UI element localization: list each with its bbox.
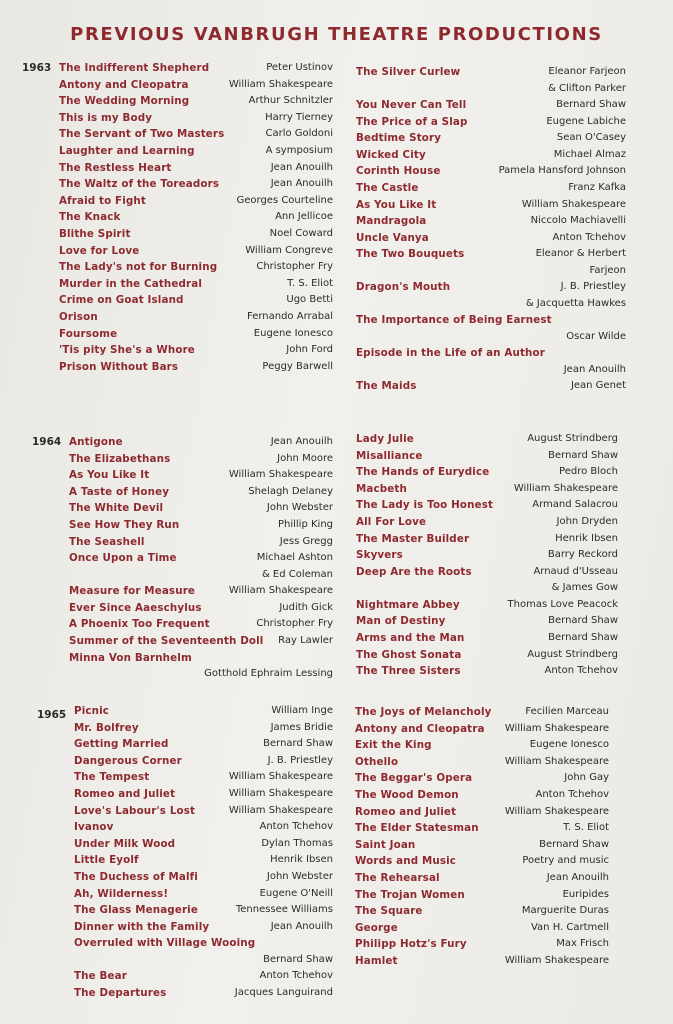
production-entry [74,836,333,853]
production-entry [355,853,609,870]
play-title: Bedtime Story [356,132,442,145]
production-entry [355,837,609,854]
playwright-name: J. B. Priestley [267,754,333,766]
play-title: The Maids [356,380,417,393]
play-title: You Never Can Tell [356,99,467,111]
production-entry [59,309,333,326]
production-entry [59,326,333,343]
production-entry [69,650,333,683]
play-title: Foursome [59,327,118,340]
playwright-name: Arthur Schnitzler [248,95,333,107]
production-entry [69,616,333,633]
production-entry [356,531,618,548]
production-entry [74,736,333,753]
playwright-name: William Inge [271,705,333,716]
playwright-name: Shelagh Delaney [248,485,333,497]
play-title: The Master Builder [356,532,470,545]
playwright-name: William Shakespeare [504,755,609,767]
production-entry [356,547,618,564]
play-title: As You Like It [69,469,150,482]
play-title: The Importance of Being Earnest [356,314,552,327]
production-entry [59,276,333,293]
production-entry [356,497,618,514]
playwright-name: Anton Tchehov [259,821,333,833]
play-title: Murder in the Cathedral [59,277,203,290]
play-title: The Seashell [69,535,145,548]
production-entry [59,160,333,177]
play-title: The Three Sisters [356,665,461,678]
play-title: The Rehearsal [355,871,440,884]
playwright-name: Jean Anouilh [546,871,609,883]
production-entry [356,312,626,345]
play-title: Ever Since Aaeschylus [69,601,202,614]
play-title: The Bear [74,970,127,983]
play-title: Mr. Bolfrey [74,721,139,734]
play-title: The Trojan Women [355,888,465,901]
productions-1965-left [74,703,333,1002]
play-title: Nightmare Abbey [356,598,460,611]
production-entry [356,663,618,680]
play-title: Deep Are the Roots [356,565,472,578]
production-entry [69,600,333,617]
play-title: Blithe Spirit [59,227,131,240]
play-title: Exit the King [355,739,432,752]
play-title: Misalliance [356,449,423,462]
play-title: Overruled with Village Wooing [74,937,256,950]
productions-1964-left [69,434,333,683]
playwright-name: Bernard Shaw [263,953,333,965]
playwright-name: Armand Salacrou [532,499,618,511]
production-entry [355,804,609,821]
playwright-name: Harry Tierney [265,111,333,123]
play-title: A Taste of Honey [69,485,170,498]
playwright-name: Georges Courteline [236,194,333,206]
production-entry [69,534,333,551]
play-title: Afraid to Fight [59,194,146,207]
playwright-name: Arnaud d'Usseau & James Gow [533,565,618,594]
playwright-name: Eugene Ionesco [529,739,609,751]
playwright-name: Jean Anouilh [270,436,333,447]
playwright-name: T. S. Eliot [563,822,609,834]
playwright-name: John Dryden [556,515,618,527]
playwright-name: J. B. Priestley & Jacquetta Hawkes [525,281,626,309]
playwright-name: William Shakespeare [228,78,333,90]
play-title: Love's Labour's Lost [74,804,196,817]
playwright-name: Franz Kafka [568,181,626,193]
play-title: The Lady's not for Burning [59,261,218,274]
playwright-name: Pamela Hansford Johnson [498,165,626,177]
playwright-name: John Gay [564,772,609,784]
playwright-name: Jean Anouilh [563,363,626,375]
production-entry [59,193,333,210]
playwright-name: Peter Ustinov [266,62,333,73]
production-entry [69,633,333,650]
production-entry [59,176,333,193]
playwright-name: Christopher Fry [256,618,333,630]
production-entry [59,93,333,110]
playwright-name: Bernard Shaw [548,615,618,627]
play-title: Little Eyolf [74,854,139,867]
playwright-name: Thomas Love Peacock [507,598,618,610]
play-title: The Wedding Morning [59,95,190,108]
production-entry [356,613,618,630]
play-title: The White Devil [69,502,164,515]
playwright-name: A symposium [265,144,333,156]
play-title: 'Tis pity She's a Whore [59,344,195,357]
year-label-1964: 1964 [32,436,62,448]
playwright-name: Jacques Languirand [234,986,333,998]
production-entry [59,292,333,309]
play-title: Once Upon a Time [69,552,177,565]
play-title: Love for Love [59,244,140,257]
year-label-1965: 1965 [37,709,67,721]
production-entry [356,64,626,97]
playwright-name: Eugene O'Neill [259,887,333,899]
production-entry [356,597,618,614]
production-entry [69,500,333,517]
playwright-name: Max Frisch [556,938,609,950]
play-title: Man of Destiny [356,615,446,628]
production-entry [355,887,609,904]
playwright-name: Barry Reckord [547,549,618,561]
play-title: Antigone [69,436,123,448]
playwright-name: Henrik Ibsen [270,854,333,866]
play-title: The Duchess of Malfi [74,870,198,883]
playwright-name: William Shakespeare [228,804,333,816]
playwright-name: Noel Coward [269,227,333,239]
production-entry [59,209,333,226]
play-title: Crime on Goat Island [59,294,184,307]
play-title: Episode in the Life of an Author [356,347,545,360]
production-entry [356,279,626,312]
playwright-name: Judith Gick [279,601,333,613]
playwright-name: Henrik Ibsen [555,532,618,544]
playwright-name: August Strindberg [527,648,618,660]
playwright-name: Van H. Cartmell [530,921,609,933]
play-title: The Joys of Melancholy [355,706,492,718]
playwright-name: Pedro Bloch [559,466,618,478]
play-title: The Elder Statesman [355,822,479,835]
playwright-name: William Shakespeare [521,198,626,210]
playwright-name: Eleanor & Herbert Farjeon [535,248,626,276]
production-entry [355,953,609,970]
production-entry [74,769,333,786]
play-title: Mandragola [356,215,427,228]
playwright-name: August Strindberg [527,433,618,444]
playwright-name: Jean Anouilh [270,920,333,932]
production-entry [74,985,333,1002]
playwright-name: Fernando Arrabal [246,310,333,322]
play-title: Corinth House [356,165,441,178]
playwright-name: William Shakespeare [228,771,333,783]
play-title: The Tempest [74,771,150,784]
play-title: Macbeth [356,482,407,495]
production-entry [74,869,333,886]
production-entry [69,451,333,468]
production-entry [355,737,609,754]
productions-1964-right [356,431,618,680]
playwright-name: Bernard Shaw [556,99,626,110]
playwright-name: William Congreve [245,244,333,256]
play-title: The Glass Menagerie [74,904,198,917]
playwright-name: Anton Tchehov [259,970,333,982]
production-entry [356,630,618,647]
play-title: This is my Body [59,111,153,124]
production-entry [74,786,333,803]
play-title: The Ghost Sonata [356,648,462,661]
play-title: Laughter and Learning [59,144,195,157]
play-title: The Servant of Two Masters [59,128,225,141]
play-title: Romeo and Juliet [74,787,176,800]
playwright-name: Poetry and music [522,855,609,867]
production-entry [355,920,609,937]
play-title: The Silver Curlew [356,66,461,78]
production-entry [69,467,333,484]
playwright-name: Eugene Labiche [546,115,626,127]
playwright-name: Anton Tchehov [535,788,609,800]
production-entry [356,230,626,247]
production-entry [74,803,333,820]
play-title: The Beggar's Opera [355,772,473,785]
play-title: Ah, Wilderness! [74,887,169,900]
production-entry [59,77,333,94]
playwright-name: Anton Tchehov [544,665,618,677]
production-entry [74,819,333,836]
production-entry [356,464,618,481]
play-title: The Knack [59,211,121,224]
play-title: The Indifferent Shepherd [59,62,210,74]
play-title: A Phoenix Too Frequent [69,618,210,631]
play-title: Dinner with the Family [74,920,210,933]
play-title: Hamlet [355,954,398,967]
play-title: Othello [355,755,399,768]
playwright-name: Tennessee Williams [235,904,333,916]
production-entry [69,583,333,600]
production-entry [69,434,333,451]
playwright-name: Niccolo Machiavelli [530,215,626,227]
playwright-name: Christopher Fry [256,261,333,273]
productions-1963-right [356,64,626,395]
production-entry [74,720,333,737]
production-entry [59,226,333,243]
productions-1965-right [355,704,609,970]
production-entry [355,770,609,787]
play-title: Under Milk Wood [74,837,176,850]
production-entry [355,936,609,953]
production-entry [356,163,626,180]
production-entry [69,517,333,534]
play-title: Picnic [74,705,110,717]
playwright-name: John Ford [286,344,333,356]
playwright-name: William Shakespeare [228,787,333,799]
play-title: Prison Without Bars [59,360,179,373]
play-title: Wicked City [356,148,426,161]
play-title: See How They Run [69,518,180,531]
playwright-name: William Shakespeare [504,805,609,817]
play-title: The Wood Demon [355,788,459,801]
play-title: Words and Music [355,855,457,868]
playwright-name: Marguerite Duras [521,905,609,917]
production-entry [355,787,609,804]
production-entry [356,147,626,164]
play-title: The Waltz of the Toreadors [59,178,220,191]
playwright-name: Jean Anouilh [270,161,333,173]
playwright-name: Gotthold Ephraim Lessing [204,668,333,680]
play-title: Minna Von Barnhelm [69,651,192,664]
playwright-name: Jean Anouilh [270,178,333,190]
playwright-name: John Moore [277,452,333,464]
production-entry [356,180,626,197]
playwright-name: Bernard Shaw [548,631,618,643]
play-title: Antony and Cleopatra [59,78,189,91]
production-entry [356,97,626,114]
production-entry [356,378,626,395]
play-title: Summer of the Seventeenth Doll [69,634,264,647]
playwright-name: Eleanor Farjeon & Clifton Parker [548,66,626,94]
production-entry [74,852,333,869]
play-title: Uncle Vanya [356,231,429,244]
play-title: The Castle [356,181,419,194]
play-title: Saint Joan [355,838,416,851]
production-entry [74,753,333,770]
playwright-name: Bernard Shaw [548,449,618,461]
production-entry [356,345,626,378]
play-title: The Lady is Too Honest [356,499,494,512]
production-entry [74,902,333,919]
playwright-name: James Bridie [270,721,333,733]
production-entry [356,647,618,664]
production-entry [356,246,626,279]
playwright-name: Eugene Ionesco [253,327,333,339]
playwright-name: Sean O'Casey [556,132,626,144]
production-entry [355,704,609,721]
playwright-name: William Shakespeare [228,585,333,597]
production-entry [356,481,618,498]
play-title: Romeo and Juliet [355,805,457,818]
page-title: PREVIOUS VANBRUGH THEATRE PRODUCTIONS [70,24,603,45]
production-entry [74,968,333,985]
play-title: Antony and Cleopatra [355,722,485,735]
playwright-name: Jean Genet [570,380,626,392]
playwright-name: William Shakespeare [504,722,609,734]
playwright-name: William Shakespeare [513,482,618,494]
production-entry [356,564,618,597]
production-entry [355,721,609,738]
production-entry [74,886,333,903]
production-entry [59,143,333,160]
play-title: Arms and the Man [356,631,465,644]
production-entry [69,550,333,583]
playwright-name: Michael Ashton & Ed Coleman [256,552,333,580]
production-entry [59,243,333,260]
production-entry [355,754,609,771]
play-title: The Two Bouquets [356,248,465,261]
play-title: Orison [59,310,98,323]
play-title: Dragon's Mouth [356,281,451,294]
production-entry [356,114,626,131]
play-title: Philipp Hotz's Fury [355,938,467,951]
production-entry [74,919,333,936]
play-title: The Elizabethans [69,452,171,465]
play-title: Getting Married [74,738,169,751]
playwright-name: Jess Gregg [279,535,333,547]
production-entry [59,259,333,276]
production-entry [59,110,333,127]
play-title: Measure for Measure [69,585,196,598]
playwright-name: Carlo Goldoni [265,128,333,140]
playwright-name: Ugo Betti [286,294,333,306]
play-title: The Restless Heart [59,161,172,174]
production-entry [355,870,609,887]
playwright-name: William Shakespeare [504,954,609,966]
playwright-name: John Webster [266,502,333,514]
playwright-name: Bernard Shaw [263,738,333,750]
production-entry [356,514,618,531]
production-entry [69,484,333,501]
production-entry [356,197,626,214]
play-title: All For Love [356,515,427,528]
play-title: As You Like It [356,198,437,211]
playwright-name: Bernard Shaw [539,838,609,850]
play-title: George [355,921,398,934]
play-title: The Square [355,905,423,918]
production-entry [356,431,618,448]
playwright-name: Michael Almaz [553,148,626,160]
play-title: The Departures [74,986,167,999]
playwright-name: Anton Tchehov [552,231,626,243]
playwright-name: John Webster [266,870,333,882]
playwright-name: William Shakespeare [228,469,333,481]
playwright-name: Ann Jellicoe [275,211,333,223]
playwright-name: Ray Lawler [278,634,333,646]
play-title: The Price of a Slap [356,115,468,128]
playwright-name: Oscar Wilde [566,330,626,342]
year-label-1963: 1963 [22,62,52,74]
production-entry [59,126,333,143]
play-title: Dangerous Corner [74,754,182,767]
production-entry [59,60,333,77]
production-entry [59,359,333,376]
production-entry [74,935,333,968]
play-title: Skyvers [356,549,403,562]
production-entry [74,703,333,720]
production-entry [356,213,626,230]
production-entry [355,820,609,837]
playwright-name: Euripides [562,888,609,900]
production-entry [59,342,333,359]
play-title: Ivanov [74,821,114,834]
playwright-name: Phillip King [277,518,333,530]
production-entry [355,903,609,920]
play-title: The Hands of Eurydice [356,466,490,479]
playwright-name: Peggy Barwell [262,360,333,372]
production-entry [356,130,626,147]
playwright-name: Dylan Thomas [261,837,333,849]
playwright-name: Fecilien Marceau [525,706,609,717]
production-entry [356,448,618,465]
productions-1963-left [59,60,333,375]
playwright-name: T. S. Eliot [287,277,333,289]
play-title: Lady Julie [356,433,414,445]
